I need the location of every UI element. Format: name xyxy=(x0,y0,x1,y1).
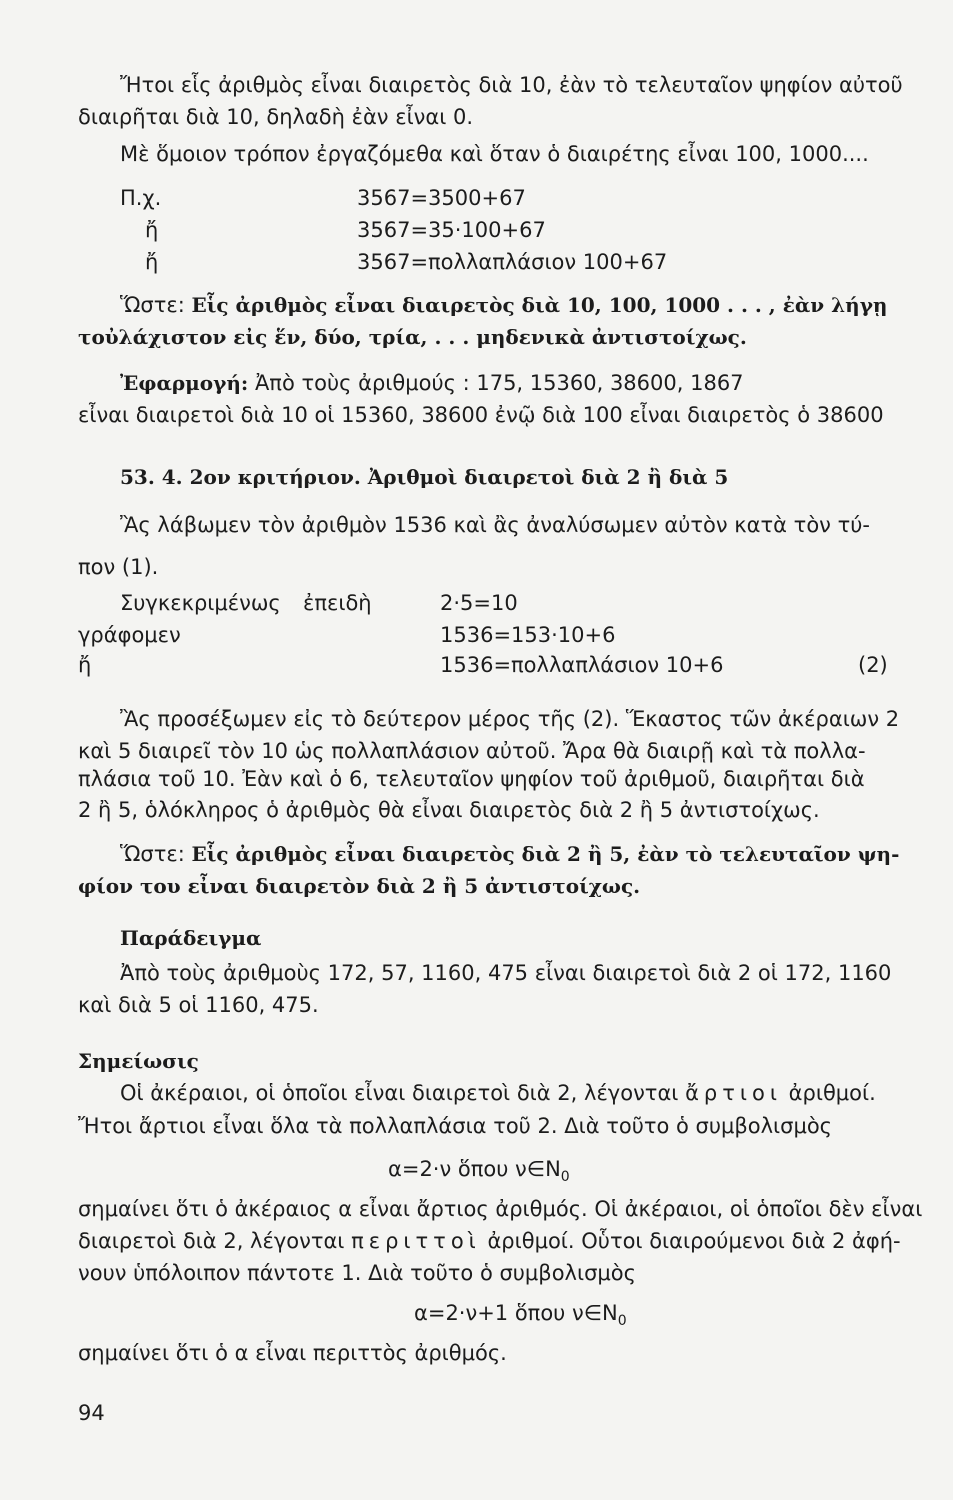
rule-line xyxy=(120,292,887,318)
equation: 1536=153·10+6 xyxy=(440,623,616,647)
paragraph-line: σημαίνει ὅτι ὁ ἀκέραιος α εἶναι ἄρτιος ἀριθμός. Οἱ ἀκέραιοι, οἱ ὁποῖοι δὲν εἶναι xyxy=(78,1197,923,1221)
paragraph-line xyxy=(120,1080,876,1106)
emphasized-term: ἄρτιοι xyxy=(685,1081,782,1105)
rule-prefix: Ὥστε: xyxy=(120,293,185,317)
application-line xyxy=(120,370,744,396)
formula xyxy=(414,1300,627,1334)
section-heading: 53. 4. 2ον κριτήριον. Ἀριθμοὶ διαιρετοὶ διὰ 2 ἢ διὰ 5 xyxy=(120,465,729,489)
example-heading: Παράδειγμα xyxy=(120,926,262,950)
rule-text: Εἷς ἀριθμὸς εἶναι διαιρετὸς διὰ 10, 100, 1000 . . . , ἐὰν λήγῃ xyxy=(191,293,888,317)
rule-line xyxy=(120,841,899,867)
equation-ref: (2) xyxy=(858,653,888,677)
paragraph-line: πον (1). xyxy=(78,555,159,579)
application-label: Ἐφαρμογή: xyxy=(120,371,249,395)
example-label: γράφομεν xyxy=(78,623,181,647)
formula-text: α=2·ν ὅπου ν∈N xyxy=(388,1157,561,1181)
text: διαιρετοὶ διὰ 2, λέγονται xyxy=(78,1229,345,1253)
equation: 3567=3500+67 xyxy=(357,186,526,210)
paragraph-line: νουν ὑπόλοιπον πάντοτε 1. Διὰ τοῦτο ὁ συμβολισμὸς xyxy=(78,1261,636,1285)
paragraph-line: 2 ἢ 5, ὁλόκληρος ὁ ἀριθμὸς θὰ εἶναι διαιρετὸς διὰ 2 ἢ 5 ἀντιστοίχως. xyxy=(78,798,820,822)
paragraph-line: σημαίνει ὅτι ὁ α εἶναι περιττὸς ἀριθμός. xyxy=(78,1341,507,1365)
note-heading: Σημείωσις xyxy=(78,1049,199,1073)
text: Οἱ ἀκέραιοι, οἱ ὁποῖοι εἶναι διαιρετοὶ διὰ 2, λέγονται xyxy=(120,1081,679,1105)
example-label: ἤ xyxy=(145,250,159,274)
rule-prefix: Ὥστε: xyxy=(120,842,185,866)
paragraph-line: Ἀπὸ τοὺς ἀριθμοὺς 172, 57, 1160, 475 εἶναι διαιρετοὶ διὰ 2 οἱ 172, 1160 xyxy=(120,961,892,985)
equation: 1536=πολλαπλάσιον 10+6 xyxy=(440,653,724,677)
page-number: 94 xyxy=(78,1401,105,1425)
rule-text: τοὐλάχιστον εἰς ἕν, δύο, τρία, . . . μηδενικὰ ἀντιστοίχως. xyxy=(78,325,747,349)
formula-subscript: 0 xyxy=(560,1169,570,1186)
formula-text: α=2·ν+1 ὅπου ν∈N xyxy=(414,1301,618,1325)
paragraph-line: Ἂς λάβωμεν τὸν ἀριθμὸν 1536 καὶ ἂς ἀναλύσωμεν αὐτὸν κατὰ τὸν τύ- xyxy=(120,513,870,537)
paragraph-line: καὶ διὰ 5 οἱ 1160, 475. xyxy=(78,993,319,1017)
paragraph-line: Ἂς προσέξωμεν εἰς τὸ δεύτερον μέρος τῆς (2). Ἕκαστος τῶν ἀκέραιων 2 xyxy=(120,707,900,731)
application-text: εἶναι διαιρετοὶ διὰ 10 οἱ 15360, 38600 ἐνῷ διὰ 100 εἶναι διαιρετὸς ὁ 38600 xyxy=(78,403,884,427)
paragraph-line: πλάσια τοῦ 10. Ἐὰν καὶ ὁ 6, τελευταῖον ψηφίον τοῦ ἀριθμοῦ, διαιρῆται διὰ xyxy=(78,767,865,791)
paragraph-line: Ἤτοι εἷς ἀριθμὸς εἶναι διαιρετὸς διὰ 10, ἐὰν τὸ τελευταῖον ψηφίον αὐτοῦ xyxy=(120,73,903,97)
rule-text: Εἷς ἀριθμὸς εἶναι διαιρετὸς διὰ 2 ἢ 5, ἐὰν τὸ τελευταῖον ψη- xyxy=(191,842,900,866)
rule-text: φίον του εἶναι διαιρετὸν διὰ 2 ἢ 5 ἀντιστοίχως. xyxy=(78,874,641,898)
example-label: ἐπειδὴ xyxy=(303,591,372,615)
emphasized-term: περιττοὶ xyxy=(351,1229,481,1253)
formula-subscript: 0 xyxy=(617,1313,627,1330)
example-label: ἤ xyxy=(78,653,92,677)
paragraph-line xyxy=(78,1228,901,1254)
example-label: ἤ xyxy=(145,218,159,242)
paragraph-line: Μὲ ὅμοιον τρόπον ἐργαζόμεθα καὶ ὅταν ὁ διαιρέτης εἶναι 100, 1000.... xyxy=(120,142,869,166)
application-text: Ἀπὸ τοὺς ἀριθμούς : 175, 15360, 38600, 1867 xyxy=(254,371,744,395)
equation: 3567=πολλαπλάσιον 100+67 xyxy=(357,250,668,274)
paragraph-line: καὶ 5 διαιρεῖ τὸν 10 ὡς πολλαπλάσιον αὐτοῦ. Ἄρα θὰ διαιρῇ καὶ τὰ πολλα- xyxy=(78,739,866,763)
example-label: Π.χ. xyxy=(120,186,162,210)
text: ἀριθμοί. Οὗτοι διαιρούμενοι διὰ 2 ἀφή- xyxy=(487,1229,901,1253)
example-label: Συγκεκριμένως xyxy=(120,591,281,615)
equation: 2·5=10 xyxy=(440,591,518,615)
paragraph-line: διαιρῆται διὰ 10, δηλαδὴ ἐὰν εἶναι 0. xyxy=(78,105,474,129)
equation: 3567=35·100+67 xyxy=(357,218,546,242)
text: ἀριθμοί. xyxy=(788,1081,876,1105)
paragraph-line: Ἤτοι ἄρτιοι εἶναι ὅλα τὰ πολλαπλάσια τοῦ 2. Διὰ τοῦτο ὁ συμβολισμὸς xyxy=(78,1114,832,1138)
formula xyxy=(388,1156,570,1190)
